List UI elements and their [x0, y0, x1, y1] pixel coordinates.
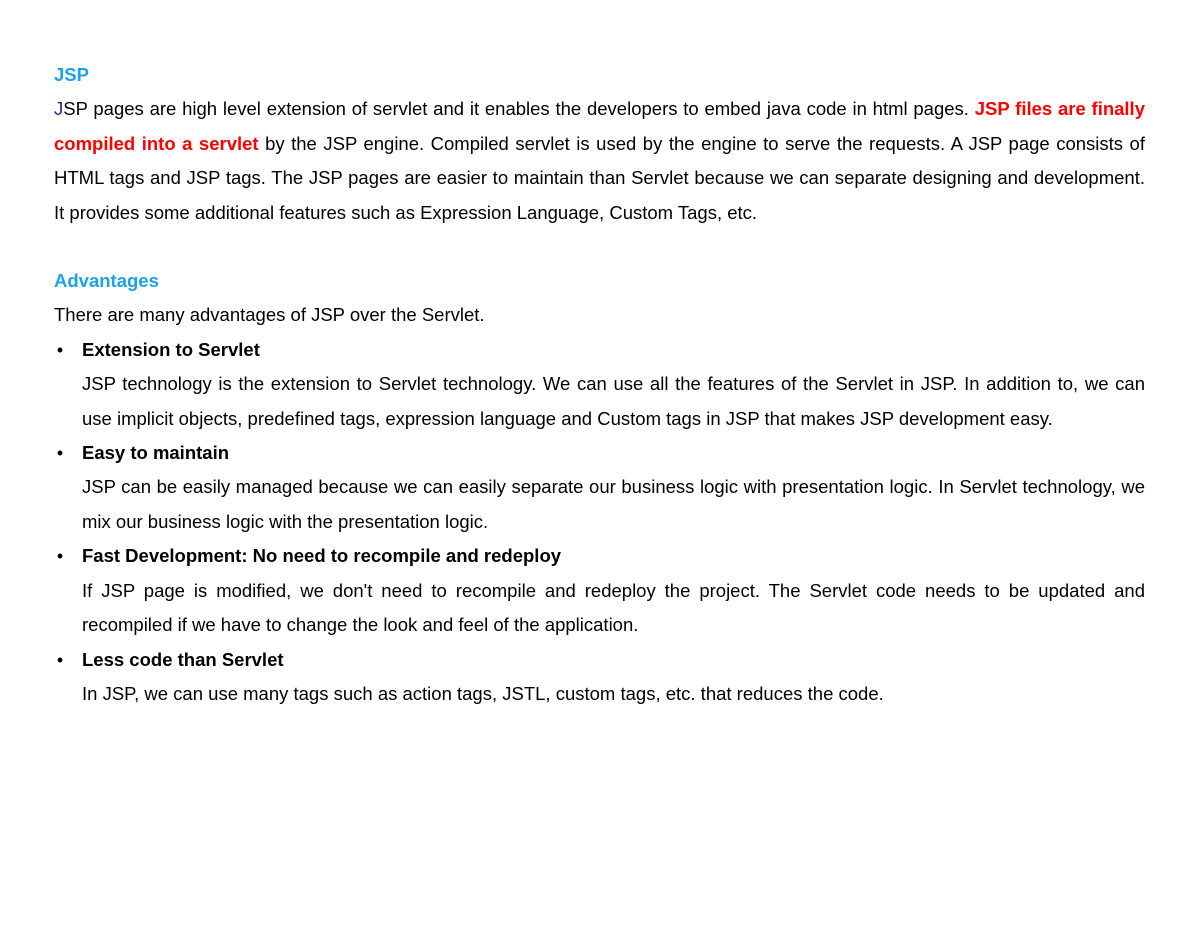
intro-text-part1: SP pages are high level extension of servlet and it enables the developers to embed java code in html pages.	[63, 98, 975, 120]
advantage-title: Less code than Servlet	[82, 648, 284, 670]
advantages-list	[54, 333, 1145, 711]
advantages-heading: Advantages	[54, 270, 159, 292]
list-item	[54, 436, 1145, 539]
document-page	[54, 58, 1145, 711]
bullet-icon: •	[56, 546, 64, 567]
advantage-description: JSP can be easily managed because we can easily separate our business logic with presentation logic. In Servlet technology, we mix our business logic with the presentation logic.	[82, 476, 1145, 532]
advantage-description: In JSP, we can use many tags such as action tags, JSTL, custom tags, etc. that reduces the code.	[82, 682, 884, 704]
bullet-icon: •	[56, 443, 64, 464]
intro-highlight-text: JSP files are finally compiled into a servlet	[54, 98, 1145, 154]
advantage-title: Fast Development: No need to recompile and redeploy	[82, 545, 562, 567]
advantages-lead: There are many advantages of JSP over the Servlet.	[54, 304, 485, 326]
section-gap	[54, 230, 1145, 264]
bullet-icon: •	[56, 339, 64, 360]
jsp-heading: JSP	[54, 64, 89, 85]
advantage-title: Easy to maintain	[82, 442, 230, 464]
list-item	[54, 539, 1145, 642]
advantage-title: Extension to Servlet	[82, 338, 260, 360]
advantage-description: JSP technology is the extension to Servlet technology. We can use all the features of the Servlet in JSP. In addition to, we can use implicit objects, predefined tags, expression language and Custom tags in JSP that makes JSP development easy.	[82, 373, 1145, 429]
list-item	[54, 643, 1145, 712]
intro-text-part2: by the JSP engine. Compiled servlet is used by the engine to serve the requests. A JSP page consists of HTML tags and JSP tags. The JSP pages are easier to maintain than Servlet because we can separate designing and development. It provides some additional features such as Expression Language, Custom Tags, etc.	[54, 132, 1145, 223]
advantage-description: If JSP page is modified, we don't need to recompile and redeploy the project. The Servlet code needs to be updated and recompiled if we have to change the look and feel of the application.	[82, 579, 1145, 636]
intro-first-letter: J	[54, 98, 64, 120]
bullet-icon: •	[56, 649, 64, 670]
jsp-intro-paragraph	[54, 92, 1145, 230]
list-item	[54, 333, 1145, 436]
